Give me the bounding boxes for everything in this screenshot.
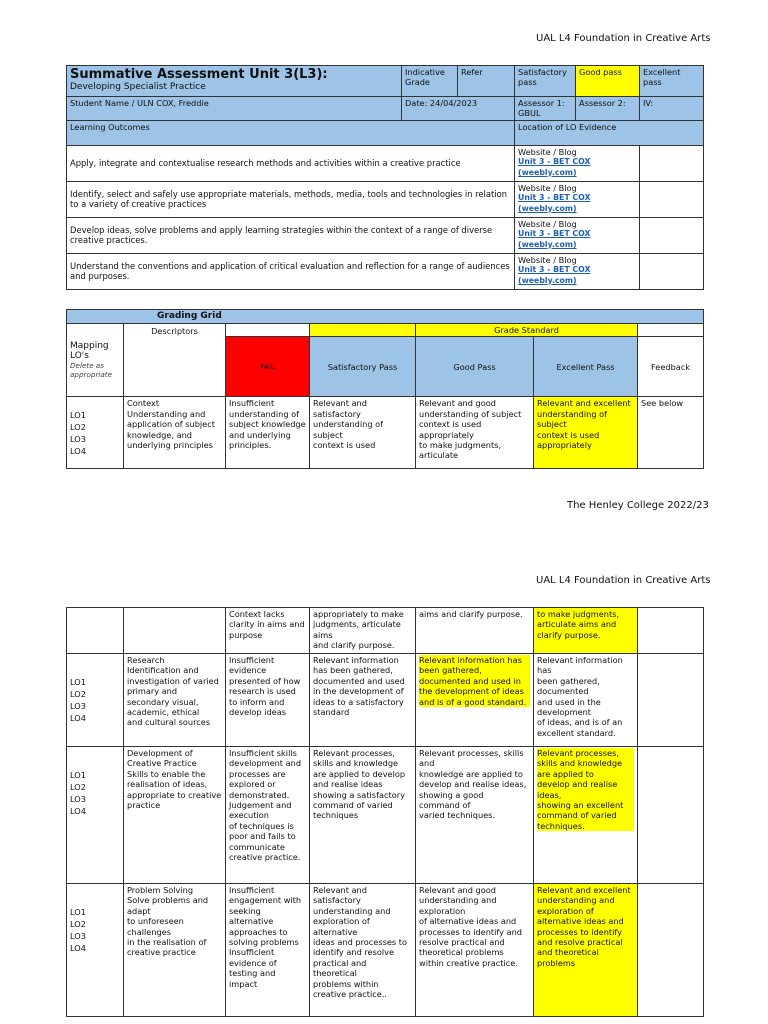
satisfactory-context: Relevant and satisfactory understanding of subject context is used [310,397,416,469]
good-research-cell [416,654,534,747]
lo-mapping-problem: LO1 LO2 LO3 LO4 [67,884,124,1017]
learning-outcome-2: Identify, select and safely use appropriate materials, methods, media, tools and technologies in relation to a variety of creative practices [67,181,515,217]
excellent-pass-header: Excellent Pass [534,337,638,397]
satisfactory-context-cont: appropriately to make judgments, articulate aims and clarify purpose. [310,608,416,654]
descriptor-research: Research Identification and investigation of varied primary and secondary visual, academic, ethical and cultural sources [124,654,226,747]
refer-label: Refer [458,66,515,97]
student-name: Student Name / ULN COX, Freddie [67,97,402,121]
excellent-development: Relevant processes, skills and knowledge are applied to develop and realise ideas, showing an excellent command of varied techniques. [537,748,634,831]
assessment-title: Summative Assessment Unit 3(L3): [70,67,328,82]
good-problem: Relevant and good understanding and exploration of alternative ideas and processes to identify and resolve practical and theoretical problems within creative practice. [416,884,534,1017]
assessor-1: Assessor 1: GBUL [515,97,576,121]
evidence-link-domain[interactable]: (weebly.com) [518,167,577,177]
evidence-link-domain[interactable]: (weebly.com) [518,275,577,285]
iv-label: IV: [640,97,704,121]
grading-grid [66,309,704,469]
grade-standard-header: Grade Standard [416,324,638,337]
feedback-context-cont [638,608,704,654]
evidence-type: Website / Blog [518,146,577,157]
page-footer: The Henley College 2022/23 [567,500,709,511]
fail-context: Insufficient understanding of subject knowledge and underlying principles. [226,397,310,469]
feedback-research [638,654,704,747]
descriptor-problem: Problem Solving Solve problems and adapt to unforeseen challenges in the realisation of creative practice [124,884,226,1017]
fail-header: FAIL [226,337,310,397]
fail-top-cell [226,324,310,337]
evidence-location-1 [515,145,640,181]
excellent-research: Relevant information has been gathered, documented and used in the development of ideas, and is of an excellent standard. [534,654,638,747]
good-context: Relevant and good understanding of subject context is used appropriately to make judgments, articulate [416,397,534,469]
feedback-top-cell [638,324,704,337]
learning-outcome-3: Develop ideas, solve problems and apply learning strategies within the context of a range of diverse creative practices. [67,217,515,253]
fail-context-cont: Context lacks clarity in aims and purpose [226,608,310,654]
evidence-grade-1 [640,145,704,181]
excellent-pass-label: Excellent pass [640,66,704,97]
learning-outcomes-header: Learning Outcomes [67,120,515,145]
lo-mapping-development: LO1 LO2 LO3 LO4 [67,747,124,884]
good-research: Relevant information has been gathered, documented and used in the development of ideas and is of a good standard. [419,655,530,707]
evidence-type: Website / Blog [518,254,577,265]
evidence-type: Website / Blog [518,182,577,193]
summary-table [66,65,704,290]
evidence-location-3 [515,217,640,253]
assessment-subtitle: Developing Specialist Practice [70,82,206,92]
evidence-grade-4 [640,253,704,289]
assessment-date: Date: 24/04/2023 [402,97,515,121]
evidence-type: Website / Blog [518,218,577,229]
mapping-header [67,324,124,397]
evidence-link[interactable]: Unit 3 - BET COX [518,157,591,167]
lo-mapping-context: LO1 LO2 LO3 LO4 [67,397,124,469]
good-pass-label: Good pass [576,66,640,97]
evidence-link-domain[interactable]: (weebly.com) [518,203,577,213]
fail-research: Insufficient evidence presented of how research is used to inform and develop ideas [226,654,310,747]
feedback-problem [638,884,704,1017]
satisfactory-development: Relevant processes, skills and knowledge are applied to develop and realise ideas showing a satisfactory command of varied techniques [310,747,416,884]
fail-development: Insufficient skills development and processes are explored or demonstrated. Judgement and execution of techniques is poor and fails to communicate creative practice. [226,747,310,884]
evidence-grade-2 [640,181,704,217]
evidence-link[interactable]: Unit 3 - BET COX [518,229,591,239]
summary-title-cell [67,66,402,97]
indicative-grade-label: Indicative Grade [402,66,458,97]
grade-standard-left [310,324,416,337]
feedback-context: See below [638,397,704,469]
satisfactory-problem: Relevant and satisfactory understanding and exploration of alternative ideas and processes to identify and resolve practical and theoretical problems within creative practice.. [310,884,416,1017]
descriptor-cont [124,608,226,654]
satisfactory-research: Relevant information has been gathered, documented and used in the development of ideas to a satisfactory standard [310,654,416,747]
fail-problem: Insufficient engagement with seeking alternative approaches to solving problems Insufficient evidence of testing and impact [226,884,310,1017]
mapping-label: Mapping LO's [70,341,109,362]
evidence-grade-3 [640,217,704,253]
evidence-link-domain[interactable]: (weebly.com) [518,239,577,249]
page-header: UAL L4 Foundation in Creative Arts [536,33,711,44]
descriptors-header: Descriptors [124,324,226,397]
learning-outcome-1: Apply, integrate and contextualise research methods and activities within a creative practice [67,145,515,181]
satisfactory-pass-label: Satisfactory pass [515,66,576,97]
grading-grid-title: Grading Grid [67,310,704,324]
assessor-2: Assessor 2: [576,97,640,121]
page-2-header: UAL L4 Foundation in Creative Arts [536,575,711,586]
delete-note: Delete as appropriate [70,361,113,380]
good-pass-header: Good Pass [416,337,534,397]
evidence-link[interactable]: Unit 3 - BET COX [518,265,591,275]
good-development: Relevant processes, skills and knowledge are applied to develop and realise ideas, showing a good command of varied techniques. [416,747,534,884]
descriptor-context: Context Understanding and application of subject knowledge, and underlying principles [124,397,226,469]
excellent-context-cont: to make judgments, articulate aims and clarify purpose. [534,608,638,654]
learning-outcome-4: Understand the conventions and application of critical evaluation and reflection for a range of audiences and purposes. [67,253,515,289]
excellent-development-cell [534,747,638,884]
satisfactory-pass-header: Satisfactory Pass [310,337,416,397]
lo-mapping-research: LO1 LO2 LO3 LO4 [67,654,124,747]
evidence-link[interactable]: Unit 3 - BET COX [518,193,591,203]
lo-mapping-cont [67,608,124,654]
evidence-location-header: Location of LO Evidence [515,120,704,145]
good-context-cont: aims and clarify purpose. [416,608,534,654]
evidence-location-4 [515,253,640,289]
excellent-problem: Relevant and excellent understanding and exploration of alternative ideas and processes to identify and resolve practical and theoretical problems [534,884,638,1017]
feedback-header: Feedback [638,337,704,397]
feedback-development [638,747,704,884]
excellent-context: Relevant and excellent understanding of subject context is used appropriately [534,397,638,469]
evidence-location-2 [515,181,640,217]
descriptor-development: Development of Creative Practice Skills to enable the realisation of ideas, appropriate to creative practice [124,747,226,884]
grading-grid-continued [66,607,704,1017]
